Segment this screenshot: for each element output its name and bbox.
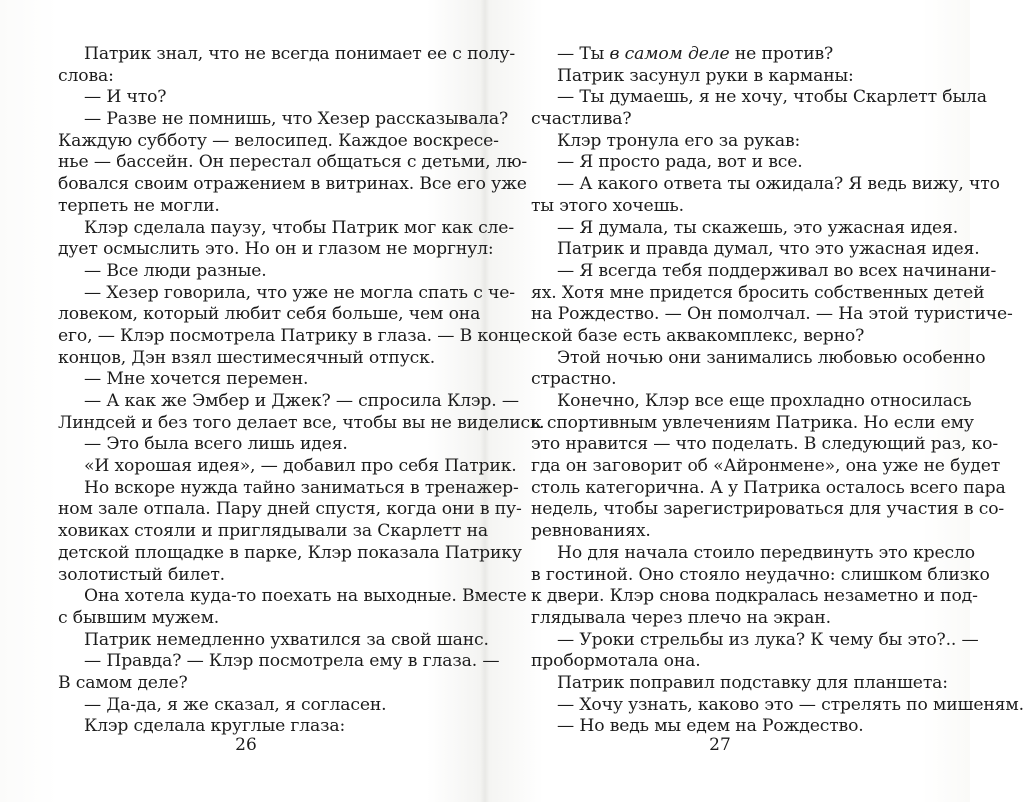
text-line: Клэр сделала паузу, чтобы Патрик мог как сле- (84, 217, 514, 238)
text-line: недель, чтобы зарегистрироваться для участия в со- (531, 499, 1005, 520)
text-line: гда он заговорит об «Айронмене», она уже не будет (531, 456, 1001, 477)
text-line: в гостиной. Оно стояло неудачно: слишком близко (531, 564, 990, 585)
text-line: ном зале отпала. Пару дней спустя, когда они в пу- (58, 499, 522, 520)
text-line: Линдсей и без того делает все, чтобы вы не виделись. (58, 412, 545, 433)
text-line: — А какого ответа ты ожидала? Я ведь вижу, что (557, 174, 1000, 195)
text-line: Патрик и правда думал, что это ужасная идея. (557, 239, 980, 260)
text-line: Конечно, Клэр все еще прохладно относилась (557, 391, 972, 411)
text-line: — Все люди разные. (84, 260, 267, 281)
text-line: нье — бассейн. Он перестал общаться с детьми, лю- (58, 152, 528, 173)
text-line: Каждую субботу — велосипед. Каждое воскресе- (58, 130, 499, 151)
text-line: ты этого хочешь. (531, 195, 684, 216)
page-number-right: 27 (709, 735, 731, 755)
text-line: ловеком, который любит себя больше, чем она (58, 304, 481, 325)
text-line: бовался своим отражением в витринах. Все его уже (58, 174, 527, 195)
text-line: золотистый билет. (58, 564, 226, 585)
text-line: ховиках стояли и приглядывали за Скарлетт на (58, 521, 489, 542)
text-line: Патрик засунул руки в карманы: (557, 65, 854, 86)
text-line: — А как же Эмбер и Джек? — спросила Клэр. — (84, 391, 519, 411)
text-line: — Я всегда тебя поддерживал во всех начинани- (557, 260, 997, 281)
text-line: Клэр сделала круглые глаза: (84, 716, 346, 737)
text-line: — Но ведь мы едем на Рождество. (557, 716, 864, 737)
text-line: В самом деле? (58, 672, 188, 693)
text-line: это нравится — что поделать. В следующий раз, ко- (531, 434, 998, 455)
text-line: Патрик знал, что не всегда понимает ее с полу- (84, 44, 515, 64)
text-line: — Хочу узнать, каково это — стрелять по мишеням. (557, 694, 1024, 715)
text-line: к двери. Клэр снова подкралась незаметно и под- (531, 586, 978, 607)
text-line: Но вскоре нужда тайно заниматься в тренажер- (84, 477, 519, 498)
text-line: — Мне хочется перемен. (84, 369, 309, 390)
text-line: «И хорошая идея», — добавил про себя Патрик. (84, 456, 517, 477)
page-number-left: 26 (235, 735, 257, 755)
text-line: — Да-да, я же сказал, я согласен. (84, 694, 387, 715)
text-line: — Правда? — Клэр посмотрела ему в глаза. — (84, 651, 500, 672)
text-line: Патрик немедленно ухватился за свой шанс. (84, 629, 489, 650)
text-line: страстно. (531, 369, 617, 390)
text-line: — Я думала, ты скажешь, это ужасная идея. (557, 217, 959, 238)
text-line (531, 44, 909, 66)
text-line: его, — Клэр посмотрела Патрику в глаза. — В конце (58, 325, 531, 346)
italic-text: в самом деле (609, 44, 730, 64)
text-line: ревнованиях. (531, 521, 651, 542)
text-line: пробормотала она. (531, 651, 701, 672)
text-line: детской площадке в парке, Клэр показала Патрику (58, 542, 522, 563)
text-line: концов, Дэн взял шестимесячный отпуск. (58, 347, 436, 368)
text-line: — Я просто рада, вот и все. (557, 152, 803, 173)
right-page-text (531, 44, 1024, 738)
left-page-text (58, 44, 545, 738)
text-line: Клэр тронула его за рукав: (557, 130, 801, 151)
text-line: — Ты думаешь, я не хочу, чтобы Скарлетт была (557, 87, 987, 108)
text-line: Этой ночью они занимались любовью особенно (557, 347, 986, 368)
text-line: ях. Хотя мне придется бросить собственных детей (531, 282, 985, 303)
text-line: Патрик поправил подставку для планшета: (557, 672, 948, 693)
text-line: — Уроки стрельбы из лука? К чему бы это?.. — (557, 629, 979, 650)
text-line: — И что? (84, 87, 167, 108)
text-line: глядывала через плечо на экран. (531, 607, 831, 628)
text-span: — Ты (557, 44, 610, 64)
text-line: — Разве не помнишь, что Хезер рассказывала? (84, 109, 509, 130)
text-line: с бывшим мужем. (58, 607, 220, 628)
text-line: на Рождество. — Он помолчал. — На этой туристиче- (531, 304, 1013, 325)
text-line: терпеть не могли. (58, 195, 220, 216)
text-line: к спортивным увлечениям Патрика. Но если ему (531, 412, 974, 433)
text-line: — Это была всего лишь идея. (84, 434, 348, 455)
text-line: Но для начала стоило передвинуть это кресло (557, 542, 975, 563)
text-line: — Хезер говорила, что уже не могла спать с че- (84, 282, 515, 303)
text-line: Она хотела куда-то поехать на выходные. Вместе (84, 586, 527, 607)
text-span: не против? (729, 44, 834, 64)
text-line: столь категорична. А у Патрика осталось всего пара (531, 477, 1006, 498)
text-line: слова: (58, 65, 114, 86)
text-line: счастлива? (531, 109, 632, 130)
text-line: ской базе есть аквакомплекс, верно? (531, 325, 865, 346)
text-line: дует осмыслить это. Но он и глазом не моргнул: (58, 239, 494, 260)
